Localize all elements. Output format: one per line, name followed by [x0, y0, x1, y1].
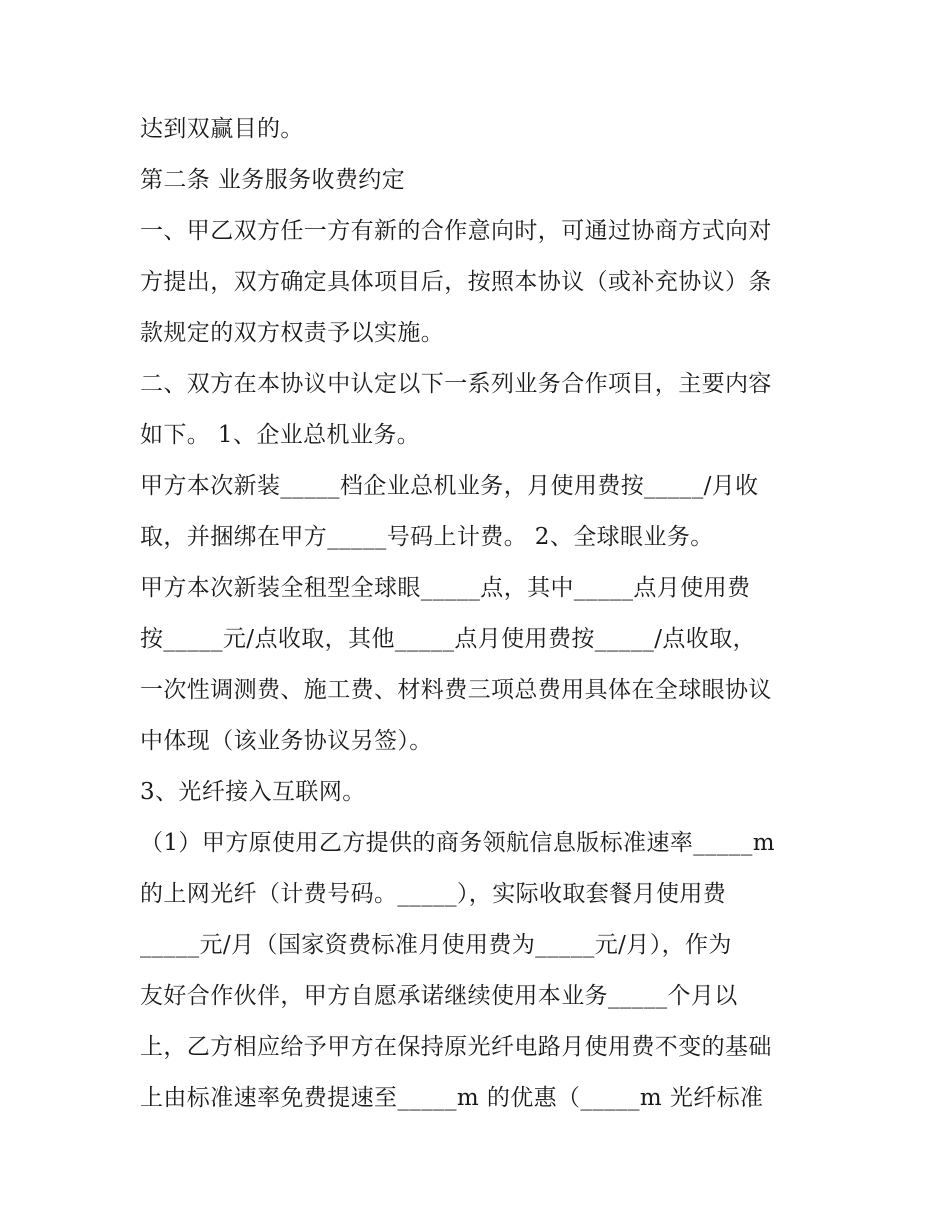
text-line: 一、甲乙双方任一方有新的合作意向时，可通过协商方式向对: [140, 218, 772, 244]
text-line: 甲方本次新装全租型全球眼_____点，其中_____点月使用费: [140, 575, 751, 601]
text-line: 的上网光纤（计费号码。_____），实际收取套餐月使用费: [140, 881, 727, 907]
document-body: [140, 104, 830, 1124]
text-line: 按_____元/点收取，其他_____点月使用费按_____/点收取，: [140, 626, 756, 652]
text-line: _____元/月（国家资费标准月使用费为_____元/月），作为: [140, 932, 732, 958]
text-line: 取，并捆绑在甲方_____号码上计费。 2、全球眼业务。: [140, 524, 714, 550]
text-line: 3、光纤接入互联网。: [140, 779, 366, 805]
section-heading: 第二条 业务服务收费约定: [140, 167, 406, 193]
text-line: 上，乙方相应给予甲方在保持原光纤电路月使用费不变的基础: [140, 1034, 772, 1060]
text-line: 如下。 1、企业总机业务。: [140, 422, 421, 448]
text-line: 友好合作伙伴，甲方自愿承诺继续使用本业务_____个月以: [140, 983, 738, 1009]
text-line: 甲方本次新装_____档企业总机业务，月使用费按_____/月收: [140, 473, 759, 499]
text-line: 上由标准速率免费提速至_____m 的优惠（_____m 光纤标准: [140, 1085, 764, 1111]
text-line: 二、双方在本协议中认定以下一系列业务合作项目，主要内容: [140, 371, 772, 397]
text-line: 一次性调测费、施工费、材料费三项总费用具体在全球眼协议: [140, 677, 772, 703]
text-line: 中体现（该业务协议另签）。: [140, 728, 433, 754]
text-line: 达到双赢目的。: [140, 116, 304, 142]
text-line: 方提出，双方确定具体项目后，按照本协议（或补充协议）条: [140, 269, 772, 295]
text-line: （1）甲方原使用乙方提供的商务领航信息版标准速率_____m: [140, 830, 775, 856]
text-line: 款规定的双方权责予以实施。: [140, 320, 445, 346]
